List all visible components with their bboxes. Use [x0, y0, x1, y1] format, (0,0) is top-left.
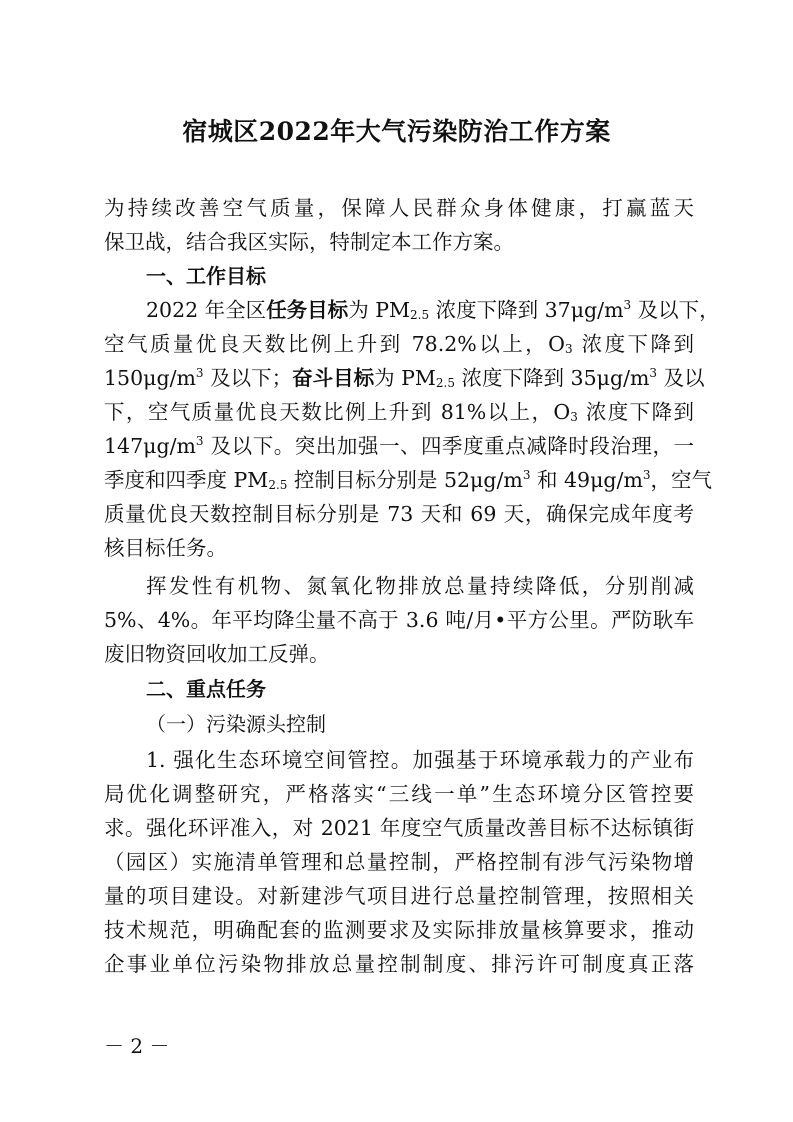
pm-subscript: 2.5 [268, 478, 288, 492]
goal-line-3 [104, 364, 705, 393]
goal-text: 下，空气质量优良天数比例上升到 81%以上，O [104, 400, 571, 424]
task-1-line-1: 1. 强化生态环境空间管控。加强基于环境承载力的产业布 [146, 748, 694, 772]
goal-text: 和 49μg/m [530, 468, 643, 492]
intro-line-1: 为持续改善空气质量，保障人民群众身体健康，打赢蓝天 [104, 196, 694, 220]
goal-text: 为 PM [348, 298, 410, 322]
goal-line-4 [104, 398, 694, 427]
goal-text: 空气质量优良天数比例上升到 78.2%以上，O [104, 332, 565, 356]
task-1-line-5: 量的项目建设。对新建涉气项目进行总量控制管理，按照相关 [104, 884, 694, 908]
goal-line-6 [104, 466, 713, 495]
goal-text: 为 PM [374, 366, 436, 390]
goal-line-1 [146, 296, 720, 325]
goal-text: 及以下； [203, 366, 293, 390]
goal-text: 150μg/m [104, 366, 196, 390]
goal-text: 147μg/m [104, 434, 196, 458]
task-1-line-2: 局优化调整研究，严格落实“三线一单”生态环境分区管控要 [104, 782, 694, 806]
goal-text: 浓度下降到 35μg/m [455, 366, 650, 390]
goal-text: 浓度下降到 [572, 332, 694, 356]
task-1-line-3: 求。强化环评准入，对 2021 年度空气质量改善目标不达标镇街 [104, 816, 694, 840]
goal-text: 及以下。突出加强一、四季度重点减降时段治理，一 [203, 434, 694, 458]
goal-line-5 [104, 432, 694, 461]
cubic-superscript: 3 [195, 366, 204, 380]
goal-text: 控制目标分别是 52μg/m [287, 468, 523, 492]
intro-line-2: 保卫战，结合我区实际，特制定本工作方案。 [104, 230, 514, 254]
striving-target-label: 奋斗目标 [292, 366, 375, 390]
subsection-heading-source-control: （一）污染源头控制 [146, 712, 326, 736]
goal-line-2 [104, 330, 694, 359]
emissions-line-1: 挥发性有机物、氮氧化物排放总量持续降低，分别削减 [146, 574, 694, 598]
cubic-superscript: 3 [649, 366, 658, 380]
goal-text: 2022 年全区 [146, 298, 267, 322]
document-title: 宿城区2022年大气污染防治工作方案 [182, 117, 611, 146]
goal-text: 及以下， [631, 298, 720, 322]
task-1-line-7: 企事业单位污染物排放总量控制制度、排污许可制度真正落 [104, 952, 694, 976]
pm-subscript: 2.5 [435, 376, 455, 390]
task-target-label: 任务目标 [266, 298, 349, 322]
goal-text: 及以 [657, 366, 705, 390]
goal-text: 浓度下降到 [577, 400, 694, 424]
pm-subscript: 2.5 [410, 308, 430, 322]
ozone-subscript: 3 [570, 410, 578, 424]
page-number: － 2 － [104, 1034, 170, 1058]
goal-text: 季度和四季度 PM [104, 468, 269, 492]
section-heading-key-tasks: 二、重点任务 [146, 677, 266, 701]
ozone-subscript: 3 [564, 342, 573, 356]
goal-line-7: 质量优良天数控制目标分别是 73 天和 69 天，确保完成年度考 [104, 502, 694, 526]
cubic-superscript: 3 [642, 468, 651, 482]
emissions-line-2: 5%、4%。年平均降尘量不高于 3.6 吨/月•平方公里。严防耿车 [104, 608, 694, 632]
task-1-line-4: （园区）实施清单管理和总量控制，严格控制有涉气污染物增 [104, 850, 694, 874]
goal-text: ，空气 [650, 468, 713, 492]
goal-line-8: 核目标任务。 [104, 536, 227, 560]
section-heading-goals: 一、工作目标 [146, 264, 266, 288]
cubic-superscript: 3 [522, 468, 531, 482]
emissions-line-3: 废旧物资回收加工反弹。 [104, 642, 330, 666]
goal-text: 浓度下降到 37μg/m [429, 298, 624, 322]
cubic-superscript: 3 [623, 298, 632, 312]
cubic-superscript: 3 [195, 434, 204, 448]
task-1-line-6: 技术规范，明确配套的监测要求及实际排放量核算要求，推动 [104, 918, 694, 942]
